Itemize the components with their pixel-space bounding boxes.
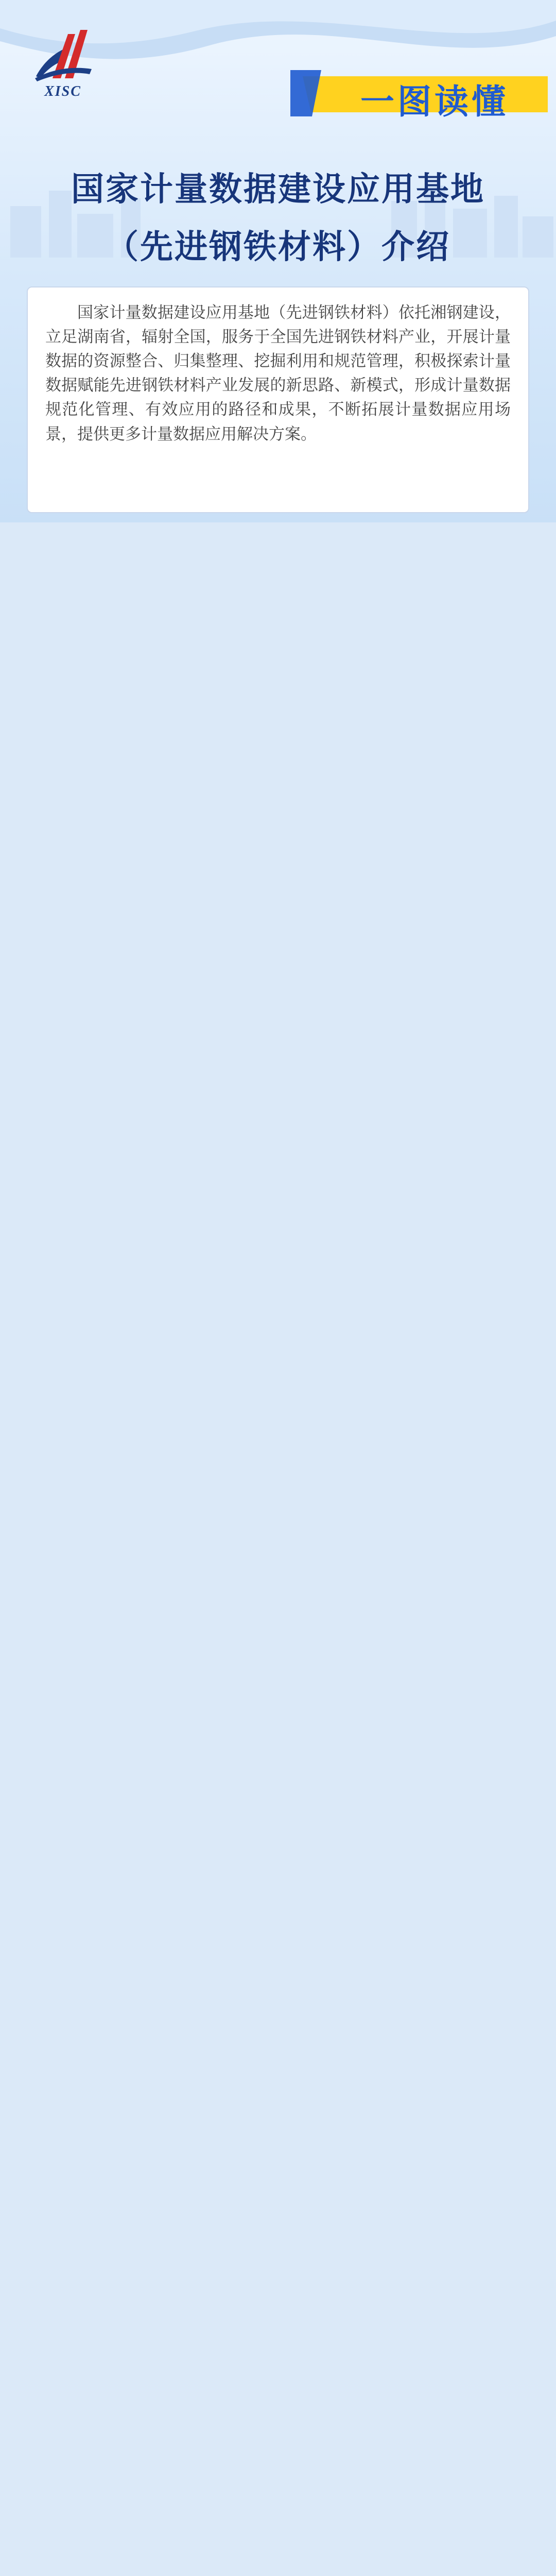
xisc-logo — [27, 25, 99, 102]
xisc-steel-logo-icon — [32, 25, 94, 82]
logo-wordmark: XISC — [44, 83, 81, 99]
badge-label: 一图读懂 — [360, 82, 509, 122]
page-title-line1: 国家计量数据建设应用基地 — [71, 171, 485, 209]
explainer-badge — [290, 66, 548, 120]
intro-card: 国家计量数据建设应用基地（先进钢铁材料）依托湘钢建设，立足湖南省，辐射全国，服务于全国先进钢铁材料产业，开展计量数据的资源整合、归集整理、挖掘利用和规范管理，积极探索计量数据赋能先进钢铁材料产业发展的新思路、新模式，形成计量数据规范化管理、有效应用的路径和成果，不断拓展计量数据应用场景，提供更多计量数据应用解决方案。 — [27, 286, 529, 513]
page-title-line2: （先进钢铁材料）介绍 — [106, 228, 450, 266]
header-banner — [0, 0, 556, 522]
